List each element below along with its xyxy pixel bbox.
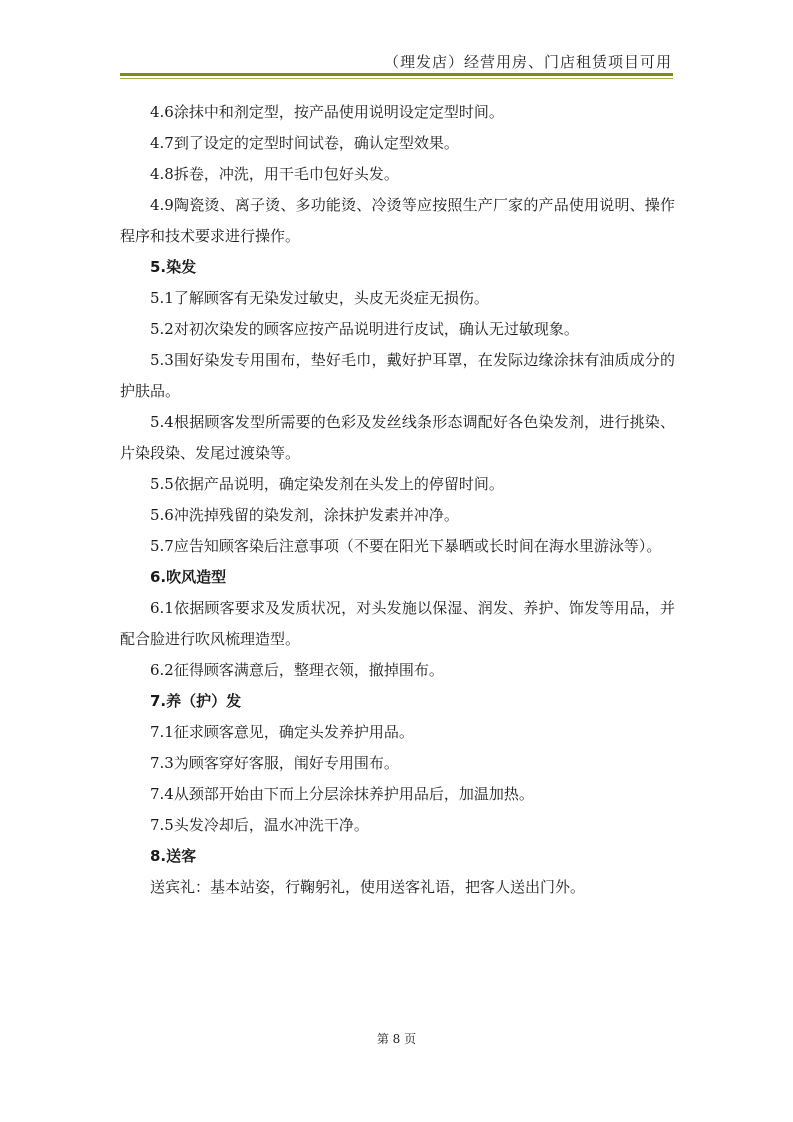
paragraph-5-1: 5.1了解顾客有无染发过敏史，头皮无炎症无损伤。: [150, 289, 489, 307]
paragraph-4-7: 4.7到了设定的定型时间试卷，确认定型效果。: [150, 134, 459, 152]
paragraph-4-8: 4.8拆卷，冲洗，用干毛巾包好头发。: [150, 165, 399, 183]
paragraph-5-6: 5.6冲洗掉残留的染发剂，涂抹护发素并冲净。: [150, 506, 459, 524]
paragraph-6-2: 6.2征得顾客满意后，整理衣领，撤掉围布。: [150, 661, 444, 679]
paragraph-7-1: 7.1征求顾客意见，确定头发养护用品。: [150, 723, 414, 741]
paragraph-send-off: 送宾礼：基本站姿，行鞠躬礼，使用送客礼语，把客人送出门外。: [150, 878, 586, 896]
paragraph-5-7: 5.7应告知顾客染后注意事项（不要在阳光下暴晒或长时间在海水里游泳等）。: [150, 537, 662, 555]
paragraph-5-4: 5.4根据顾客发型所需要的色彩及发丝线条形态调配好各色染发剂，进行挑染、片染段染、发尾过渡染等。: [120, 413, 675, 462]
document-body: [120, 97, 675, 903]
section-heading-7: 7.养（护）发: [150, 692, 242, 710]
section-heading-6: 6.吹风造型: [150, 568, 227, 586]
header-rule-thin: [120, 78, 673, 79]
section-heading-5: 5.染发: [150, 258, 197, 276]
paragraph-6-1: 6.1依据顾客要求及发质状况，对头发施以保湿、润发、养护、饰发等用品，并配合脸进行吹风梳理造型。: [120, 599, 675, 648]
paragraph-7-5: 7.5头发冷却后，温水冲洗干净。: [150, 816, 369, 834]
paragraph-5-5: 5.5依据产品说明，确定染发剂在头发上的停留时间。: [150, 475, 504, 493]
header-rule: [120, 73, 673, 76]
page-number: 第 8 页: [376, 1032, 417, 1046]
section-heading-8: 8.送客: [150, 847, 197, 865]
page-header-title: （理发店）经营用房、门店租赁项目可用: [383, 53, 672, 71]
paragraph-5-3: 5.3围好染发专用围布，垫好毛巾，戴好护耳罩，在发际边缘涂抹有油质成分的护肤品。: [120, 351, 675, 400]
paragraph-7-3: 7.3为顾客穿好客服，闱好专用围布。: [150, 754, 399, 772]
paragraph-5-2: 5.2对初次染发的顾客应按产品说明进行皮试，确认无过敏现象。: [150, 320, 579, 338]
paragraph-4-6: 4.6涂抹中和剂定型，按产品使用说明设定定型时间。: [150, 103, 504, 121]
paragraph-4-9: 4.9陶瓷烫、离子烫、多功能烫、冷烫等应按照生产厂家的产品使用说明、操作程序和技术要求进行操作。: [120, 196, 675, 245]
paragraph-7-4: 7.4从颈部开始由下而上分层涂抹养护用品后，加温加热。: [150, 785, 534, 803]
